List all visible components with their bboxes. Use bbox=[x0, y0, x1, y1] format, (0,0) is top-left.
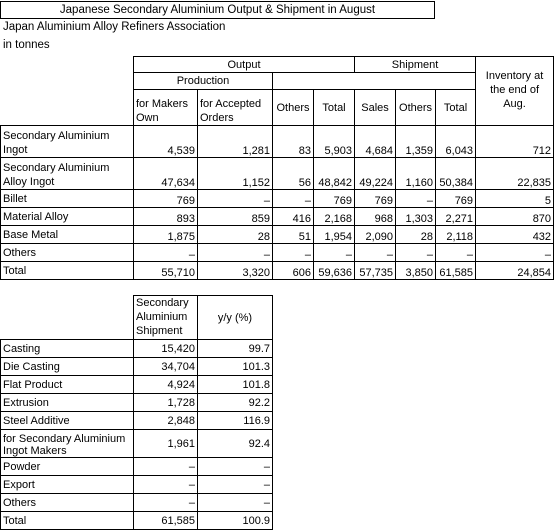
table-row bbox=[1, 376, 273, 394]
table-cell: 432 bbox=[476, 226, 554, 244]
table-cell: 15,420 bbox=[134, 340, 198, 358]
table-row bbox=[1, 358, 273, 376]
col-sales: Sales bbox=[355, 90, 396, 126]
col-secondary-shipment: Secondary Aluminium Shipment bbox=[134, 296, 198, 340]
row-label: Total bbox=[1, 262, 134, 280]
row-label: Material Alloy bbox=[1, 208, 134, 226]
table-cell: 2,271 bbox=[436, 208, 476, 226]
col-accepted-orders: for Accepted Orders bbox=[198, 90, 273, 126]
table-cell: – bbox=[198, 476, 273, 494]
table-cell: 50,384 bbox=[436, 158, 476, 190]
table-row bbox=[1, 430, 273, 458]
table-cell: – bbox=[273, 190, 314, 208]
table-cell: – bbox=[198, 190, 273, 208]
table-cell: 870 bbox=[476, 208, 554, 226]
table-cell: 1,875 bbox=[134, 226, 198, 244]
row-label: for Secondary Aluminium Ingot Makers bbox=[1, 430, 134, 458]
table-cell: 61,585 bbox=[436, 262, 476, 280]
table-cell: 968 bbox=[355, 208, 396, 226]
table-row bbox=[1, 208, 554, 226]
col-shipment-others: Others bbox=[396, 90, 436, 126]
table-cell: 1,303 bbox=[396, 208, 436, 226]
inventory-header: Inventory at the end of Aug. bbox=[476, 57, 554, 126]
table-cell: 101.3 bbox=[198, 358, 273, 376]
table-cell: 22,835 bbox=[476, 158, 554, 190]
corner-cell bbox=[1, 57, 134, 73]
table-cell: 1,954 bbox=[314, 226, 355, 244]
row-label: Total bbox=[1, 512, 134, 530]
table-row bbox=[1, 340, 273, 358]
table-row bbox=[1, 512, 273, 530]
table-cell: – bbox=[314, 244, 355, 262]
table-row bbox=[1, 262, 554, 280]
table-cell: 1,359 bbox=[396, 126, 436, 158]
table-cell: 1,152 bbox=[198, 158, 273, 190]
table-cell: 47,634 bbox=[134, 158, 198, 190]
table-cell: 1,160 bbox=[396, 158, 436, 190]
table-row bbox=[1, 226, 554, 244]
row-label: Extrusion bbox=[1, 394, 134, 412]
table-cell: 51 bbox=[273, 226, 314, 244]
table-cell: – bbox=[396, 244, 436, 262]
col-shipment-total: Total bbox=[436, 90, 476, 126]
table-cell: 4,924 bbox=[134, 376, 198, 394]
table-cell: 61,585 bbox=[134, 512, 198, 530]
output-header: Output bbox=[134, 57, 355, 73]
table-row bbox=[1, 412, 273, 430]
row-label: Casting bbox=[1, 340, 134, 358]
table-row bbox=[1, 458, 273, 476]
table-cell: 92.2 bbox=[198, 394, 273, 412]
table-row bbox=[1, 244, 554, 262]
table-cell: 2,090 bbox=[355, 226, 396, 244]
table-cell: 1,281 bbox=[198, 126, 273, 158]
table-cell: 49,224 bbox=[355, 158, 396, 190]
table-cell: 101.8 bbox=[198, 376, 273, 394]
table-cell: 3,320 bbox=[198, 262, 273, 280]
table-cell: 56 bbox=[273, 158, 314, 190]
table-cell: 28 bbox=[396, 226, 436, 244]
table-cell: – bbox=[273, 244, 314, 262]
table-cell: 28 bbox=[198, 226, 273, 244]
col-yy: y/y (%) bbox=[198, 296, 273, 340]
source-label: Japan Aluminium Alloy Refiners Association bbox=[3, 21, 226, 33]
unit-label: in tonnes bbox=[3, 39, 50, 51]
table-cell: 5,903 bbox=[314, 126, 355, 158]
report-title: Japanese Secondary Aluminium Output & Shipment in August bbox=[0, 1, 435, 19]
table-cell: 99.7 bbox=[198, 340, 273, 358]
table-row bbox=[1, 126, 554, 158]
table-cell: 606 bbox=[273, 262, 314, 280]
table-cell: 1,728 bbox=[134, 394, 198, 412]
table-cell: 83 bbox=[273, 126, 314, 158]
table-row bbox=[1, 158, 554, 190]
table-cell: – bbox=[134, 494, 198, 512]
table-row bbox=[1, 494, 273, 512]
row-label: Others bbox=[1, 244, 134, 262]
table-cell: 1,961 bbox=[134, 430, 198, 458]
row-label: Steel Additive bbox=[1, 412, 134, 430]
output-shipment-table bbox=[0, 56, 554, 280]
table-cell: – bbox=[134, 458, 198, 476]
table-cell: 893 bbox=[134, 208, 198, 226]
table-cell: 116.9 bbox=[198, 412, 273, 430]
table-cell: – bbox=[198, 244, 273, 262]
table-cell: 3,850 bbox=[396, 262, 436, 280]
col-total: Total bbox=[314, 90, 355, 126]
table-cell: 2,118 bbox=[436, 226, 476, 244]
shipment-by-use-table bbox=[0, 295, 273, 530]
col-makers-own: for Makers Own bbox=[134, 90, 198, 126]
table-cell: 416 bbox=[273, 208, 314, 226]
row-label: Others bbox=[1, 494, 134, 512]
table-cell: 5 bbox=[476, 190, 554, 208]
table-cell: 2,848 bbox=[134, 412, 198, 430]
table-cell: 92.4 bbox=[198, 430, 273, 458]
table-cell: – bbox=[476, 244, 554, 262]
row-label: Secondary Aluminium Alloy Ingot bbox=[1, 158, 134, 190]
table-cell: 2,168 bbox=[314, 208, 355, 226]
table-cell: 769 bbox=[134, 190, 198, 208]
table-row bbox=[1, 394, 273, 412]
row-label: Export bbox=[1, 476, 134, 494]
table-cell: – bbox=[436, 244, 476, 262]
table-cell: 4,684 bbox=[355, 126, 396, 158]
table-cell: 769 bbox=[355, 190, 396, 208]
table-cell: 4,539 bbox=[134, 126, 198, 158]
row-label: Billet bbox=[1, 190, 134, 208]
shipment-header: Shipment bbox=[355, 57, 476, 73]
table-cell: 6,043 bbox=[436, 126, 476, 158]
table-cell: – bbox=[355, 244, 396, 262]
production-header: Production bbox=[134, 73, 273, 90]
table-cell: – bbox=[134, 244, 198, 262]
table-cell: 24,854 bbox=[476, 262, 554, 280]
table-cell: 712 bbox=[476, 126, 554, 158]
table-cell: – bbox=[198, 458, 273, 476]
table-cell: 769 bbox=[314, 190, 355, 208]
row-label: Base Metal bbox=[1, 226, 134, 244]
table-row bbox=[1, 476, 273, 494]
table-cell: 57,735 bbox=[355, 262, 396, 280]
row-label: Die Casting bbox=[1, 358, 134, 376]
table-row bbox=[1, 190, 554, 208]
row-label: Flat Product bbox=[1, 376, 134, 394]
table-cell: 55,710 bbox=[134, 262, 198, 280]
table-cell: 769 bbox=[436, 190, 476, 208]
table-cell: – bbox=[134, 476, 198, 494]
row-label: Powder bbox=[1, 458, 134, 476]
table-cell: 48,842 bbox=[314, 158, 355, 190]
col-others: Others bbox=[273, 90, 314, 126]
table-cell: 100.9 bbox=[198, 512, 273, 530]
table-cell: 59,636 bbox=[314, 262, 355, 280]
table-cell: – bbox=[198, 494, 273, 512]
table-cell: 34,704 bbox=[134, 358, 198, 376]
table-cell: – bbox=[396, 190, 436, 208]
table-cell: 859 bbox=[198, 208, 273, 226]
row-label: Secondary Aluminium Ingot bbox=[1, 126, 134, 158]
